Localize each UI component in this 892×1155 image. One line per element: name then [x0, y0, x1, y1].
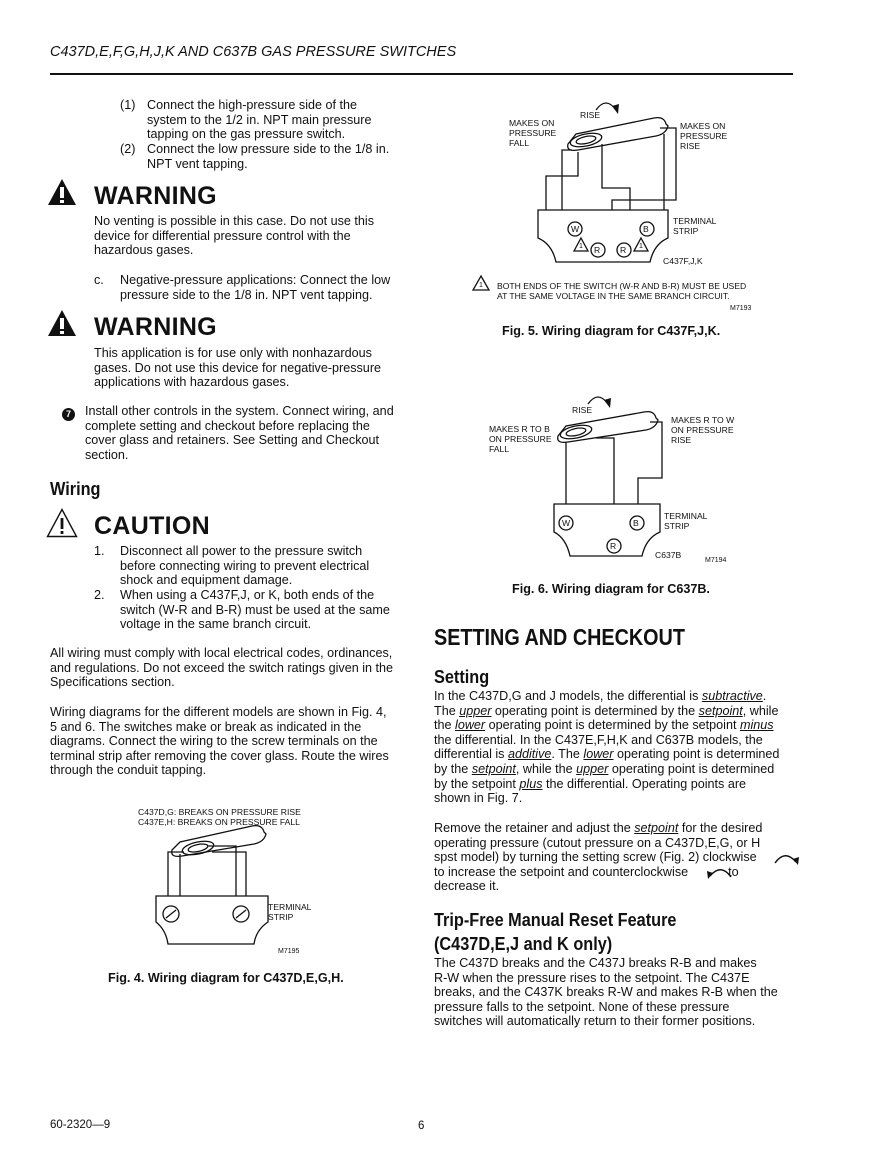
list-number: (1) — [120, 98, 136, 112]
page-number: 6 — [418, 1120, 425, 1132]
text-line: device for differential pressure control with the — [94, 228, 351, 243]
fig5-flag-number: 1 — [579, 243, 583, 250]
fig6-rise-label: RISE — [572, 405, 593, 415]
heading-line: (C437D,E,J and K only) — [434, 933, 613, 954]
text-line: No venting is possible in this case. Do not use this — [94, 214, 375, 228]
warning-title: WARNING — [94, 313, 217, 341]
text-line: system to the 1/2 in. NPT main pressure — [147, 112, 372, 127]
text-line: tapping on the gas pressure switch. — [147, 127, 346, 142]
text-line: gases. Do not use this device for negative-pressure — [94, 360, 382, 375]
emphasis: minus — [739, 718, 774, 733]
step-number: 7 — [65, 409, 71, 419]
list-number: 2. — [94, 588, 105, 602]
text-line: breaks, and the C437K breaks R-W and makes R-B when the — [434, 985, 778, 1000]
text-line: NPT vent tapping. — [147, 156, 248, 171]
text-line: Connect the low pressure side to the 1/8 in. — [147, 142, 390, 156]
text-run: to increase the setpoint and counterclockwise — [434, 864, 689, 879]
section-heading-setting-checkout: SETTING AND CHECKOUT — [434, 624, 685, 650]
warning-icon — [47, 178, 77, 206]
fig5-terminal-label — [673, 216, 716, 236]
text-line: switches will automatically return to their former positions. — [434, 1014, 756, 1029]
text-line: Wiring diagrams for the different models are shown in Fig. 4, — [50, 705, 387, 719]
fig4-code: M7195 — [278, 948, 300, 955]
text-run: by the — [434, 761, 472, 776]
text-line: shown in Fig. 7. — [434, 791, 523, 806]
text-line: the differential. In the C437E,F,H,K and C637B models, the — [434, 732, 763, 747]
doc-number: 60-2320—9 — [50, 1119, 111, 1131]
fig5-caption: Fig. 5. Wiring diagram for C437F,J,K. — [502, 324, 721, 338]
caution-icon — [46, 508, 78, 538]
subheading-trip-free — [434, 908, 676, 956]
emphasis: upper — [459, 703, 492, 718]
clockwise-arrow-icon — [772, 850, 800, 866]
text-line: diagrams. Connect the wiring to the screw terminals on the — [50, 734, 378, 749]
emphasis: additive — [507, 747, 552, 762]
label-line: PRESSURE — [509, 128, 557, 138]
fig5-terminal-r: R — [594, 245, 601, 255]
section-heading-wiring: Wiring — [50, 478, 101, 499]
fig5-terminal-r: R — [620, 245, 627, 255]
emphasis: setpoint — [471, 761, 516, 776]
text-run: . — [762, 689, 767, 703]
step-number-badge — [62, 408, 75, 421]
text-run: operating point is determined — [608, 761, 775, 776]
text-line: cover glass and retainers. See Setting and Checkout — [85, 433, 380, 448]
paragraph-wiring-diagrams — [50, 705, 389, 778]
fig5-left-label — [509, 118, 556, 148]
fig6-terminal-b: B — [633, 518, 639, 528]
fig5-terminal-b: B — [643, 224, 649, 234]
text-run: Remove the retainer and adjust the — [434, 821, 635, 835]
emphasis: upper — [576, 761, 609, 776]
fig4-note-line-2: C437E,H: BREAKS ON PRESSURE FALL — [138, 817, 300, 827]
step-7-text — [85, 404, 394, 462]
text-line: voltage in the same branch circuit. — [120, 617, 312, 632]
text-run: the — [434, 718, 456, 733]
text-run: spst model) by turning the setting screw (Fig. 2) clockwise — [434, 850, 757, 865]
text-line: This application is for use only with nonhazardous — [94, 346, 372, 360]
text-run: operating point is determined — [613, 747, 780, 762]
emphasis: setpoint — [634, 821, 679, 835]
fig6-terminal-label — [664, 511, 707, 531]
fig5-code: M7193 — [730, 305, 752, 312]
text-run: operating point is determined by the — [491, 703, 699, 718]
fig5-rise-label: RISE — [580, 110, 601, 120]
emphasis: lower — [455, 718, 486, 733]
terminal-label-line-1: TERMINAL — [268, 902, 312, 912]
terminal-label-line-1: TERMINAL — [673, 216, 717, 226]
label-line: MAKES R TO B — [489, 424, 550, 434]
text-run: to — [728, 864, 739, 879]
list-number: 1. — [94, 544, 105, 558]
text-line: Negative-pressure applications: Connect the low — [120, 273, 391, 287]
warning-text — [94, 346, 381, 390]
label-line: ON PRESSURE — [671, 425, 734, 435]
text-run: operating point is determined by the setpoint — [485, 718, 740, 733]
fig4-note-line-1: C437D,G: BREAKS ON PRESSURE RISE — [138, 807, 301, 817]
text-line: terminal strip after removing the cover glass. Route the wires — [50, 748, 389, 763]
warning-icon — [47, 309, 77, 337]
text-run: In the C437D,G and J models, the differential is — [434, 689, 702, 703]
text-line: pressure falls to the setpoint. None of these pressure — [434, 999, 730, 1014]
text-line: applications with hazardous gases. — [94, 375, 290, 390]
paragraph-wiring-codes — [50, 646, 393, 690]
label-line: MAKES R TO W — [671, 415, 735, 425]
terminal-label-line-2: STRIP — [268, 912, 294, 922]
text-line: pressure side to the 1/8 in. NPT vent tapping. — [120, 287, 373, 302]
fig5-note-flag: 1 — [479, 282, 483, 289]
text-line: switch (W-R and B-R) must be used at the same — [120, 602, 390, 617]
text-line: Specifications section. — [50, 675, 175, 690]
text-line: section. — [85, 447, 129, 462]
emphasis: lower — [583, 747, 614, 762]
fig6-right-label — [671, 415, 734, 445]
paragraph-setting — [434, 689, 779, 806]
label-line: RISE — [671, 435, 692, 445]
header-rule — [50, 73, 793, 75]
emphasis: setpoint — [698, 703, 743, 718]
fig6-caption: Fig. 6. Wiring diagram for C637B. — [512, 582, 710, 596]
text-line: When using a C437F,J, or K, both ends of the — [120, 588, 375, 602]
fig5-right-label — [680, 121, 727, 151]
text-line: R-W when the pressure rises to the setpoint. The C437E — [434, 970, 750, 985]
label-line: ON PRESSURE — [489, 434, 552, 444]
label-line: PRESSURE — [680, 131, 728, 141]
text-run: by the setpoint — [434, 776, 520, 791]
text-line: Disconnect all power to the pressure switch — [120, 544, 363, 558]
terminal-label-line-2: STRIP — [664, 521, 690, 531]
caution-title: CAUTION — [94, 512, 210, 540]
note-line: AT THE SAME VOLTAGE IN THE SAME BRANCH CIRCUIT. — [497, 291, 730, 301]
fig4-note — [138, 807, 301, 827]
running-header: C437D,E,F,G,H,J,K AND C637B GAS PRESSURE SWITCHES — [50, 44, 457, 60]
heading-line: Trip-Free Manual Reset Feature — [434, 909, 677, 930]
label-line: RISE — [680, 141, 701, 151]
text-line: hazardous gases. — [94, 243, 194, 258]
fig4-terminal-label — [268, 902, 311, 922]
text-line: through the conduit tapping. — [50, 763, 207, 778]
subheading-setting: Setting — [434, 666, 490, 687]
text-line: Install other controls in the system. Connect wiring, and — [85, 404, 394, 418]
fig6-model: C637B — [655, 550, 682, 560]
text-run: , while — [742, 703, 779, 718]
terminal-label-line-2: STRIP — [673, 226, 699, 236]
text-line: decrease it. — [434, 879, 500, 894]
text-line: 5 and 6. The switches make or break as indicated in the — [50, 719, 362, 734]
fig6-code: M7194 — [705, 557, 727, 564]
fig6-terminal-w: W — [562, 518, 571, 528]
text-run: The — [434, 703, 460, 718]
emphasis: subtractive — [701, 689, 763, 703]
list-number: (2) — [120, 142, 136, 156]
paragraph-remove-retainer — [434, 821, 762, 894]
list-number: c. — [94, 273, 104, 287]
warning-title: WARNING — [94, 182, 217, 210]
fig5-flag-number: 1 — [639, 243, 643, 250]
emphasis: plus — [519, 776, 543, 791]
terminal-label-line-1: TERMINAL — [664, 511, 708, 521]
text-line: The C437D breaks and the C437J breaks R-B and makes — [434, 956, 757, 970]
warning-text — [94, 214, 374, 258]
label-line: MAKES ON — [680, 121, 726, 131]
text-run: the differential. Operating points are — [542, 776, 747, 791]
text-line: and regulations. Do not exceed the switch ratings given in the — [50, 660, 394, 675]
text-line: shock and equipment damage. — [120, 573, 293, 588]
text-line: complete setting and checkout before replacing the — [85, 418, 370, 433]
fig5-terminal-w: W — [571, 224, 580, 234]
label-line: FALL — [509, 138, 530, 148]
label-line: FALL — [489, 444, 510, 454]
text-line: operating pressure (cutout pressure on a C437D,E,G, or H — [434, 835, 761, 850]
fig5-model: C437F,J,K — [663, 256, 703, 266]
fig6-terminal-r: R — [610, 541, 617, 551]
fig6-left-label — [489, 424, 552, 454]
text-run: . The — [551, 747, 584, 762]
label-line: MAKES ON — [509, 118, 555, 128]
counterclockwise-arrow-icon — [706, 864, 734, 880]
text-line: All wiring must comply with local electrical codes, ordinances, — [50, 646, 393, 660]
text-line: before connecting wiring to prevent electrical — [120, 558, 370, 573]
note-line: BOTH ENDS OF THE SWITCH (W-R AND B-R) MUST BE USED — [497, 281, 747, 291]
text-run: for the desired — [678, 821, 763, 835]
text-run: differential is — [434, 747, 508, 762]
text-run: , while the — [515, 761, 577, 776]
text-line: Connect the high-pressure side of the — [147, 98, 358, 112]
fig5-note — [497, 281, 746, 301]
fig4-caption: Fig. 4. Wiring diagram for C437D,E,G,H. — [108, 971, 344, 985]
paragraph-trip-free — [434, 956, 778, 1029]
